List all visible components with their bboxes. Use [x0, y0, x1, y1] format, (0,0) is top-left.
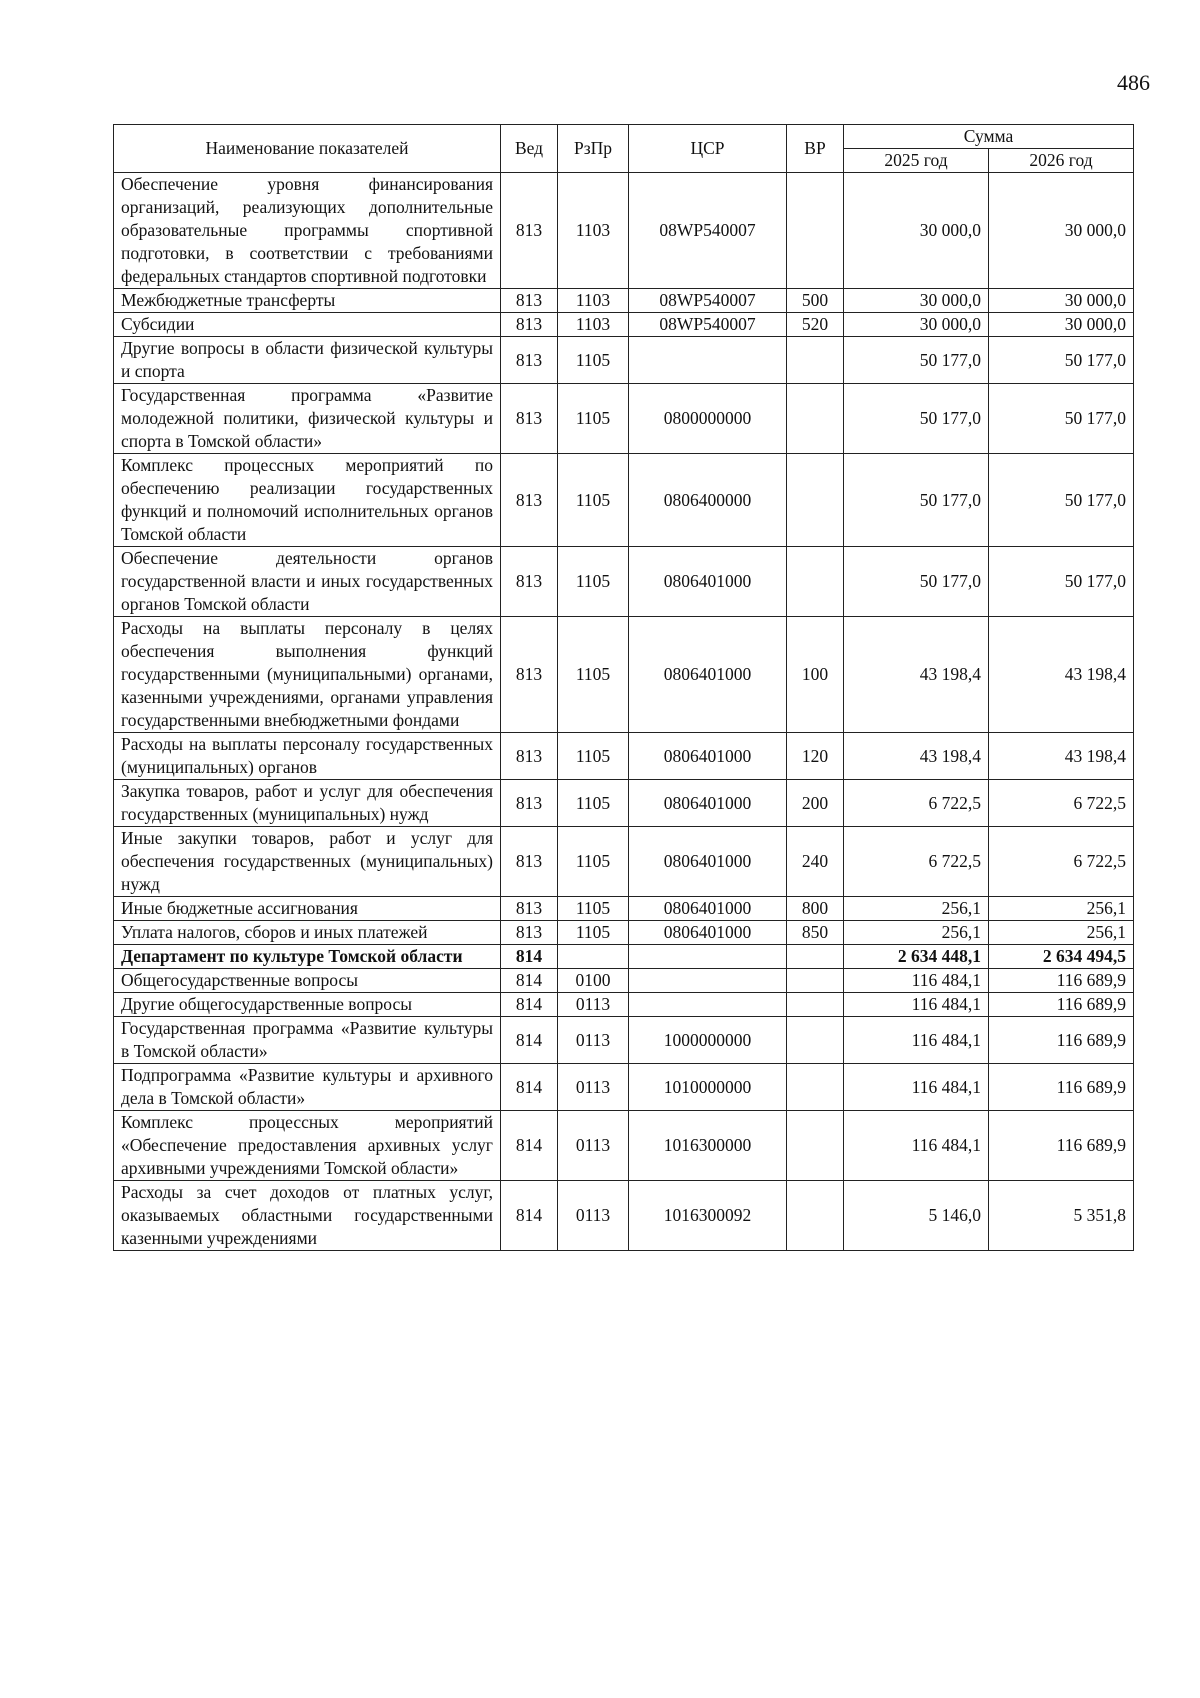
cell-rzpr: 1105 [558, 897, 629, 921]
cell-ved: 813 [501, 921, 558, 945]
cell-name: Расходы за счет доходов от платных услуг, оказываемых областными государственными казенными учреждениями [114, 1181, 501, 1251]
header-year-2026: 2026 год [989, 149, 1134, 173]
header-rzpr: РзПр [558, 125, 629, 173]
cell-sum-2026: 30 000,0 [989, 173, 1134, 289]
cell-name: Общегосударственные вопросы [114, 969, 501, 993]
cell-csr: 1016300092 [629, 1181, 787, 1251]
table-row [114, 827, 1134, 897]
cell-ved: 813 [501, 897, 558, 921]
cell-sum-2025: 6 722,5 [844, 780, 989, 827]
cell-sum-2026: 256,1 [989, 921, 1134, 945]
cell-vr [787, 337, 844, 384]
cell-sum-2026: 50 177,0 [989, 454, 1134, 547]
cell-sum-2026: 30 000,0 [989, 289, 1134, 313]
cell-ved: 813 [501, 733, 558, 780]
cell-sum-2025: 116 484,1 [844, 1017, 989, 1064]
cell-ved: 814 [501, 1111, 558, 1181]
cell-vr [787, 1017, 844, 1064]
cell-ved: 814 [501, 1017, 558, 1064]
header-csr: ЦСР [629, 125, 787, 173]
table-row [114, 1181, 1134, 1251]
header-year-2025: 2025 год [844, 149, 989, 173]
cell-csr [629, 337, 787, 384]
cell-sum-2026: 6 722,5 [989, 780, 1134, 827]
cell-vr: 200 [787, 780, 844, 827]
cell-csr: 08WP540007 [629, 313, 787, 337]
cell-name: Уплата налогов, сборов и иных платежей [114, 921, 501, 945]
cell-csr: 1016300000 [629, 1111, 787, 1181]
cell-csr: 08WP540007 [629, 173, 787, 289]
cell-rzpr: 1103 [558, 313, 629, 337]
cell-sum-2026: 116 689,9 [989, 1111, 1134, 1181]
cell-vr [787, 173, 844, 289]
cell-sum-2025: 256,1 [844, 921, 989, 945]
cell-sum-2026: 116 689,9 [989, 993, 1134, 1017]
cell-sum-2026: 6 722,5 [989, 827, 1134, 897]
cell-csr: 0800000000 [629, 384, 787, 454]
cell-name: Обеспечение деятельности органов государственной власти и иных государственных органов Томской области [114, 547, 501, 617]
cell-rzpr: 1105 [558, 617, 629, 733]
cell-rzpr: 1105 [558, 547, 629, 617]
cell-csr: 0806400000 [629, 454, 787, 547]
cell-vr: 120 [787, 733, 844, 780]
cell-rzpr: 1103 [558, 289, 629, 313]
cell-name: Другие вопросы в области физической культуры и спорта [114, 337, 501, 384]
page-number: 486 [1117, 70, 1150, 95]
cell-sum-2026: 5 351,8 [989, 1181, 1134, 1251]
cell-rzpr: 1105 [558, 780, 629, 827]
cell-name: Подпрограмма «Развитие культуры и архивного дела в Томской области» [114, 1064, 501, 1111]
cell-csr: 0806401000 [629, 547, 787, 617]
cell-name: Субсидии [114, 313, 501, 337]
cell-ved: 813 [501, 780, 558, 827]
cell-name: Комплекс процессных мероприятий по обеспечению реализации государственных функций и полномочий исполнительных органов Томской области [114, 454, 501, 547]
header-sum: Сумма [844, 125, 1134, 149]
cell-ved: 814 [501, 1064, 558, 1111]
cell-rzpr: 0113 [558, 1181, 629, 1251]
cell-sum-2026: 50 177,0 [989, 547, 1134, 617]
table-row [114, 1017, 1134, 1064]
cell-rzpr: 0113 [558, 1017, 629, 1064]
table-row [114, 897, 1134, 921]
header-name: Наименование показателей [114, 125, 501, 173]
table-row [114, 780, 1134, 827]
cell-sum-2026: 50 177,0 [989, 384, 1134, 454]
cell-sum-2025: 43 198,4 [844, 617, 989, 733]
cell-csr: 0806401000 [629, 780, 787, 827]
cell-rzpr: 0100 [558, 969, 629, 993]
cell-vr: 240 [787, 827, 844, 897]
cell-csr: 0806401000 [629, 921, 787, 945]
cell-sum-2025: 116 484,1 [844, 1111, 989, 1181]
table-row [114, 921, 1134, 945]
cell-name: Обеспечение уровня финансирования организаций, реализующих дополнительные образовательные программы спортивной подготовки, в соответствии с требованиями федеральных стандартов спортивной подготовки [114, 173, 501, 289]
cell-vr [787, 547, 844, 617]
cell-name: Иные бюджетные ассигнования [114, 897, 501, 921]
cell-ved: 813 [501, 384, 558, 454]
table-row [114, 1064, 1134, 1111]
cell-vr: 100 [787, 617, 844, 733]
cell-sum-2025: 30 000,0 [844, 289, 989, 313]
cell-rzpr: 1105 [558, 337, 629, 384]
cell-rzpr: 0113 [558, 1111, 629, 1181]
cell-rzpr: 0113 [558, 1064, 629, 1111]
cell-ved: 814 [501, 945, 558, 969]
cell-name: Закупка товаров, работ и услуг для обеспечения государственных (муниципальных) нужд [114, 780, 501, 827]
cell-sum-2025: 116 484,1 [844, 969, 989, 993]
table-row [114, 454, 1134, 547]
cell-ved: 813 [501, 313, 558, 337]
table-row [114, 945, 1134, 969]
cell-csr [629, 993, 787, 1017]
table-row [114, 969, 1134, 993]
cell-rzpr: 1103 [558, 173, 629, 289]
table-row [114, 173, 1134, 289]
cell-ved: 813 [501, 827, 558, 897]
cell-vr [787, 454, 844, 547]
cell-vr: 850 [787, 921, 844, 945]
cell-vr [787, 1181, 844, 1251]
cell-name: Другие общегосударственные вопросы [114, 993, 501, 1017]
cell-sum-2026: 2 634 494,5 [989, 945, 1134, 969]
cell-csr [629, 945, 787, 969]
cell-csr: 0806401000 [629, 733, 787, 780]
cell-ved: 814 [501, 1181, 558, 1251]
cell-rzpr: 1105 [558, 827, 629, 897]
cell-sum-2026: 116 689,9 [989, 969, 1134, 993]
cell-ved: 813 [501, 337, 558, 384]
cell-vr: 800 [787, 897, 844, 921]
table-row [114, 993, 1134, 1017]
cell-ved: 813 [501, 547, 558, 617]
cell-sum-2025: 6 722,5 [844, 827, 989, 897]
table-row [114, 289, 1134, 313]
cell-name: Государственная программа «Развитие молодежной политики, физической культуры и спорта в Томской области» [114, 384, 501, 454]
cell-rzpr [558, 945, 629, 969]
cell-sum-2025: 43 198,4 [844, 733, 989, 780]
cell-sum-2025: 50 177,0 [844, 547, 989, 617]
cell-name: Департамент по культуре Томской области [114, 945, 501, 969]
table-body [114, 173, 1134, 1251]
cell-ved: 813 [501, 454, 558, 547]
cell-sum-2026: 30 000,0 [989, 313, 1134, 337]
cell-sum-2026: 43 198,4 [989, 617, 1134, 733]
cell-csr: 1000000000 [629, 1017, 787, 1064]
cell-sum-2025: 50 177,0 [844, 337, 989, 384]
cell-csr: 0806401000 [629, 897, 787, 921]
cell-name: Расходы на выплаты персоналу государственных (муниципальных) органов [114, 733, 501, 780]
cell-ved: 814 [501, 969, 558, 993]
cell-sum-2025: 2 634 448,1 [844, 945, 989, 969]
cell-csr [629, 969, 787, 993]
table-row [114, 547, 1134, 617]
cell-sum-2025: 50 177,0 [844, 454, 989, 547]
cell-vr [787, 384, 844, 454]
cell-csr: 0806401000 [629, 617, 787, 733]
cell-ved: 813 [501, 289, 558, 313]
table-row [114, 313, 1134, 337]
cell-name: Иные закупки товаров, работ и услуг для обеспечения государственных (муниципальных) нужд [114, 827, 501, 897]
cell-csr: 1010000000 [629, 1064, 787, 1111]
cell-name: Межбюджетные трансферты [114, 289, 501, 313]
cell-sum-2026: 116 689,9 [989, 1017, 1134, 1064]
cell-sum-2026: 43 198,4 [989, 733, 1134, 780]
cell-vr [787, 1111, 844, 1181]
cell-vr: 500 [787, 289, 844, 313]
cell-rzpr: 1105 [558, 733, 629, 780]
cell-csr: 08WP540007 [629, 289, 787, 313]
cell-name: Комплекс процессных мероприятий «Обеспечение предоставления архивных услуг архивными учреждениями Томской области» [114, 1111, 501, 1181]
cell-vr [787, 993, 844, 1017]
cell-sum-2025: 50 177,0 [844, 384, 989, 454]
table-row [114, 384, 1134, 454]
cell-ved: 813 [501, 173, 558, 289]
table-row [114, 733, 1134, 780]
budget-table [113, 124, 1134, 1251]
cell-rzpr: 0113 [558, 993, 629, 1017]
cell-sum-2025: 30 000,0 [844, 313, 989, 337]
cell-vr: 520 [787, 313, 844, 337]
cell-sum-2025: 256,1 [844, 897, 989, 921]
cell-csr: 0806401000 [629, 827, 787, 897]
cell-rzpr: 1105 [558, 454, 629, 547]
cell-name: Государственная программа «Развитие культуры в Томской области» [114, 1017, 501, 1064]
cell-sum-2026: 116 689,9 [989, 1064, 1134, 1111]
cell-sum-2025: 116 484,1 [844, 993, 989, 1017]
cell-sum-2025: 30 000,0 [844, 173, 989, 289]
cell-sum-2025: 5 146,0 [844, 1181, 989, 1251]
header-vr: ВР [787, 125, 844, 173]
cell-name: Расходы на выплаты персоналу в целях обеспечения выполнения функций государственными (муниципальными) органами, казенными учреждениями, органами управления государственными внебюджетными фондами [114, 617, 501, 733]
cell-sum-2025: 116 484,1 [844, 1064, 989, 1111]
cell-sum-2026: 256,1 [989, 897, 1134, 921]
table-row [114, 617, 1134, 733]
cell-ved: 814 [501, 993, 558, 1017]
cell-vr [787, 1064, 844, 1111]
cell-rzpr: 1105 [558, 384, 629, 454]
cell-vr [787, 969, 844, 993]
cell-rzpr: 1105 [558, 921, 629, 945]
table-row [114, 1111, 1134, 1181]
cell-ved: 813 [501, 617, 558, 733]
header-ved: Вед [501, 125, 558, 173]
cell-sum-2026: 50 177,0 [989, 337, 1134, 384]
cell-vr [787, 945, 844, 969]
table-row [114, 337, 1134, 384]
